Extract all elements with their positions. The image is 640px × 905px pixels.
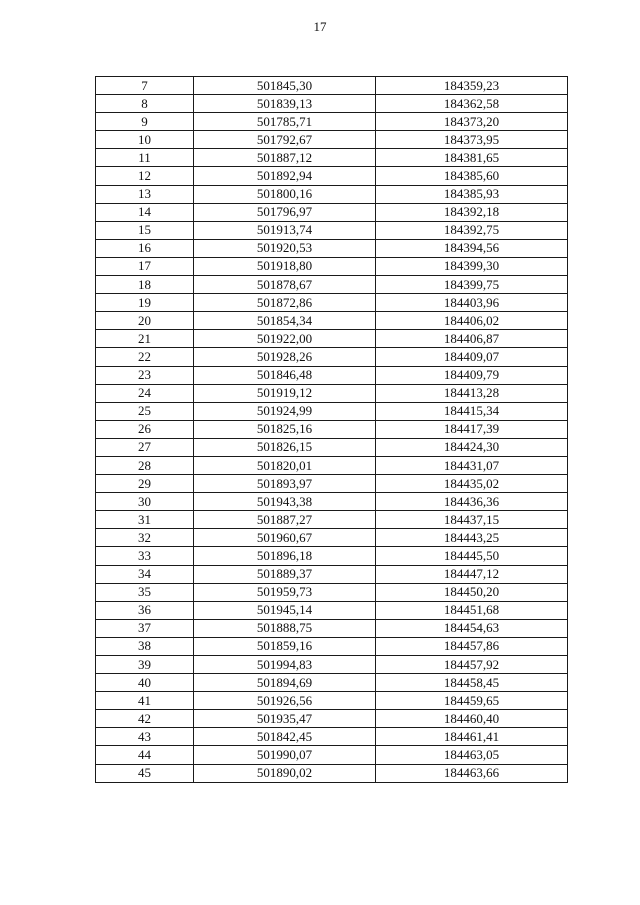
y-coordinate-cell: 184451,68 — [376, 601, 568, 619]
y-coordinate-cell: 184403,96 — [376, 294, 568, 312]
table-row — [96, 420, 568, 438]
x-coordinate-cell: 501859,16 — [194, 637, 376, 655]
y-coordinate-cell: 184409,79 — [376, 366, 568, 384]
point-number-cell: 8 — [96, 95, 194, 113]
x-coordinate-cell: 501888,75 — [194, 619, 376, 637]
x-coordinate-cell: 501893,97 — [194, 475, 376, 493]
y-coordinate-cell: 184399,75 — [376, 276, 568, 294]
point-number-cell: 42 — [96, 710, 194, 728]
point-number-cell: 32 — [96, 529, 194, 547]
point-number-cell: 37 — [96, 619, 194, 637]
y-coordinate-cell: 184406,87 — [376, 330, 568, 348]
x-coordinate-cell: 501842,45 — [194, 728, 376, 746]
table-row — [96, 529, 568, 547]
point-number-cell: 45 — [96, 764, 194, 782]
y-coordinate-cell: 184435,02 — [376, 475, 568, 493]
y-coordinate-cell: 184385,60 — [376, 167, 568, 185]
point-number-cell: 41 — [96, 692, 194, 710]
y-coordinate-cell: 184450,20 — [376, 583, 568, 601]
point-number-cell: 14 — [96, 203, 194, 221]
y-coordinate-cell: 184417,39 — [376, 420, 568, 438]
y-coordinate-cell: 184457,92 — [376, 656, 568, 674]
point-number-cell: 20 — [96, 312, 194, 330]
y-coordinate-cell: 184458,45 — [376, 674, 568, 692]
table-row — [96, 601, 568, 619]
table-row — [96, 456, 568, 474]
table-row — [96, 113, 568, 131]
point-number-cell: 13 — [96, 185, 194, 203]
x-coordinate-cell: 501945,14 — [194, 601, 376, 619]
table-row — [96, 511, 568, 529]
table-row — [96, 185, 568, 203]
y-coordinate-cell: 184447,12 — [376, 565, 568, 583]
x-coordinate-cell: 501922,00 — [194, 330, 376, 348]
table-row — [96, 746, 568, 764]
table-row — [96, 565, 568, 583]
coordinates-table — [95, 76, 568, 783]
table-row — [96, 728, 568, 746]
y-coordinate-cell: 184381,65 — [376, 149, 568, 167]
table-row — [96, 366, 568, 384]
y-coordinate-cell: 184461,41 — [376, 728, 568, 746]
table-row — [96, 710, 568, 728]
x-coordinate-cell: 501913,74 — [194, 221, 376, 239]
x-coordinate-cell: 501785,71 — [194, 113, 376, 131]
point-number-cell: 34 — [96, 565, 194, 583]
x-coordinate-cell: 501839,13 — [194, 95, 376, 113]
x-coordinate-cell: 501887,27 — [194, 511, 376, 529]
point-number-cell: 29 — [96, 475, 194, 493]
x-coordinate-cell: 501892,94 — [194, 167, 376, 185]
y-coordinate-cell: 184463,66 — [376, 764, 568, 782]
y-coordinate-cell: 184392,75 — [376, 221, 568, 239]
x-coordinate-cell: 501928,26 — [194, 348, 376, 366]
point-number-cell: 43 — [96, 728, 194, 746]
y-coordinate-cell: 184373,20 — [376, 113, 568, 131]
x-coordinate-cell: 501960,67 — [194, 529, 376, 547]
x-coordinate-cell: 501935,47 — [194, 710, 376, 728]
point-number-cell: 12 — [96, 167, 194, 185]
point-number-cell: 15 — [96, 221, 194, 239]
table-row — [96, 402, 568, 420]
point-number-cell: 10 — [96, 131, 194, 149]
point-number-cell: 33 — [96, 547, 194, 565]
table-row — [96, 294, 568, 312]
point-number-cell: 9 — [96, 113, 194, 131]
y-coordinate-cell: 184436,36 — [376, 493, 568, 511]
table-row — [96, 583, 568, 601]
x-coordinate-cell: 501872,86 — [194, 294, 376, 312]
table-row — [96, 384, 568, 402]
table-row — [96, 493, 568, 511]
y-coordinate-cell: 184359,23 — [376, 77, 568, 95]
point-number-cell: 22 — [96, 348, 194, 366]
y-coordinate-cell: 184443,25 — [376, 529, 568, 547]
point-number-cell: 23 — [96, 366, 194, 384]
y-coordinate-cell: 184457,86 — [376, 637, 568, 655]
x-coordinate-cell: 501918,80 — [194, 257, 376, 275]
x-coordinate-cell: 501894,69 — [194, 674, 376, 692]
y-coordinate-cell: 184373,95 — [376, 131, 568, 149]
table-row — [96, 77, 568, 95]
y-coordinate-cell: 184437,15 — [376, 511, 568, 529]
x-coordinate-cell: 501825,16 — [194, 420, 376, 438]
x-coordinate-cell: 501896,18 — [194, 547, 376, 565]
table-row — [96, 764, 568, 782]
page-number: 17 — [313, 19, 327, 34]
point-number-cell: 25 — [96, 402, 194, 420]
y-coordinate-cell: 184385,93 — [376, 185, 568, 203]
x-coordinate-cell: 501845,30 — [194, 77, 376, 95]
y-coordinate-cell: 184392,18 — [376, 203, 568, 221]
table-row — [96, 656, 568, 674]
table-row — [96, 674, 568, 692]
point-number-cell: 31 — [96, 511, 194, 529]
table-row — [96, 203, 568, 221]
x-coordinate-cell: 501878,67 — [194, 276, 376, 294]
table-row — [96, 167, 568, 185]
point-number-cell: 36 — [96, 601, 194, 619]
x-coordinate-cell: 501800,16 — [194, 185, 376, 203]
y-coordinate-cell: 184424,30 — [376, 438, 568, 456]
x-coordinate-cell: 501959,73 — [194, 583, 376, 601]
table-row — [96, 692, 568, 710]
x-coordinate-cell: 501792,67 — [194, 131, 376, 149]
y-coordinate-cell: 184399,30 — [376, 257, 568, 275]
x-coordinate-cell: 501994,83 — [194, 656, 376, 674]
point-number-cell: 35 — [96, 583, 194, 601]
table-row — [96, 438, 568, 456]
coordinates-table-body — [96, 77, 568, 783]
table-row — [96, 547, 568, 565]
x-coordinate-cell: 501889,37 — [194, 565, 376, 583]
point-number-cell: 24 — [96, 384, 194, 402]
table-row — [96, 257, 568, 275]
x-coordinate-cell: 501887,12 — [194, 149, 376, 167]
point-number-cell: 16 — [96, 239, 194, 257]
y-coordinate-cell: 184406,02 — [376, 312, 568, 330]
x-coordinate-cell: 501846,48 — [194, 366, 376, 384]
point-number-cell: 39 — [96, 656, 194, 674]
x-coordinate-cell: 501826,15 — [194, 438, 376, 456]
y-coordinate-cell: 184454,63 — [376, 619, 568, 637]
table-row — [96, 276, 568, 294]
y-coordinate-cell: 184362,58 — [376, 95, 568, 113]
point-number-cell: 30 — [96, 493, 194, 511]
x-coordinate-cell: 501919,12 — [194, 384, 376, 402]
table-row — [96, 95, 568, 113]
table-row — [96, 239, 568, 257]
y-coordinate-cell: 184463,05 — [376, 746, 568, 764]
table-row — [96, 619, 568, 637]
x-coordinate-cell: 501920,53 — [194, 239, 376, 257]
x-coordinate-cell: 501926,56 — [194, 692, 376, 710]
table-row — [96, 348, 568, 366]
y-coordinate-cell: 184409,07 — [376, 348, 568, 366]
y-coordinate-cell: 184415,34 — [376, 402, 568, 420]
point-number-cell: 18 — [96, 276, 194, 294]
point-number-cell: 17 — [96, 257, 194, 275]
table-row — [96, 131, 568, 149]
point-number-cell: 38 — [96, 637, 194, 655]
table-row — [96, 149, 568, 167]
y-coordinate-cell: 184445,50 — [376, 547, 568, 565]
x-coordinate-cell: 501820,01 — [194, 456, 376, 474]
point-number-cell: 19 — [96, 294, 194, 312]
point-number-cell: 21 — [96, 330, 194, 348]
point-number-cell: 28 — [96, 456, 194, 474]
x-coordinate-cell: 501924,99 — [194, 402, 376, 420]
point-number-cell: 27 — [96, 438, 194, 456]
x-coordinate-cell: 501943,38 — [194, 493, 376, 511]
table-row — [96, 312, 568, 330]
y-coordinate-cell: 184459,65 — [376, 692, 568, 710]
y-coordinate-cell: 184413,28 — [376, 384, 568, 402]
point-number-cell: 11 — [96, 149, 194, 167]
table-row — [96, 330, 568, 348]
point-number-cell: 7 — [96, 77, 194, 95]
x-coordinate-cell: 501796,97 — [194, 203, 376, 221]
point-number-cell: 26 — [96, 420, 194, 438]
y-coordinate-cell: 184460,40 — [376, 710, 568, 728]
y-coordinate-cell: 184431,07 — [376, 456, 568, 474]
x-coordinate-cell: 501990,07 — [194, 746, 376, 764]
point-number-cell: 44 — [96, 746, 194, 764]
x-coordinate-cell: 501890,02 — [194, 764, 376, 782]
table-row — [96, 637, 568, 655]
point-number-cell: 40 — [96, 674, 194, 692]
y-coordinate-cell: 184394,56 — [376, 239, 568, 257]
table-row — [96, 475, 568, 493]
table-row — [96, 221, 568, 239]
x-coordinate-cell: 501854,34 — [194, 312, 376, 330]
